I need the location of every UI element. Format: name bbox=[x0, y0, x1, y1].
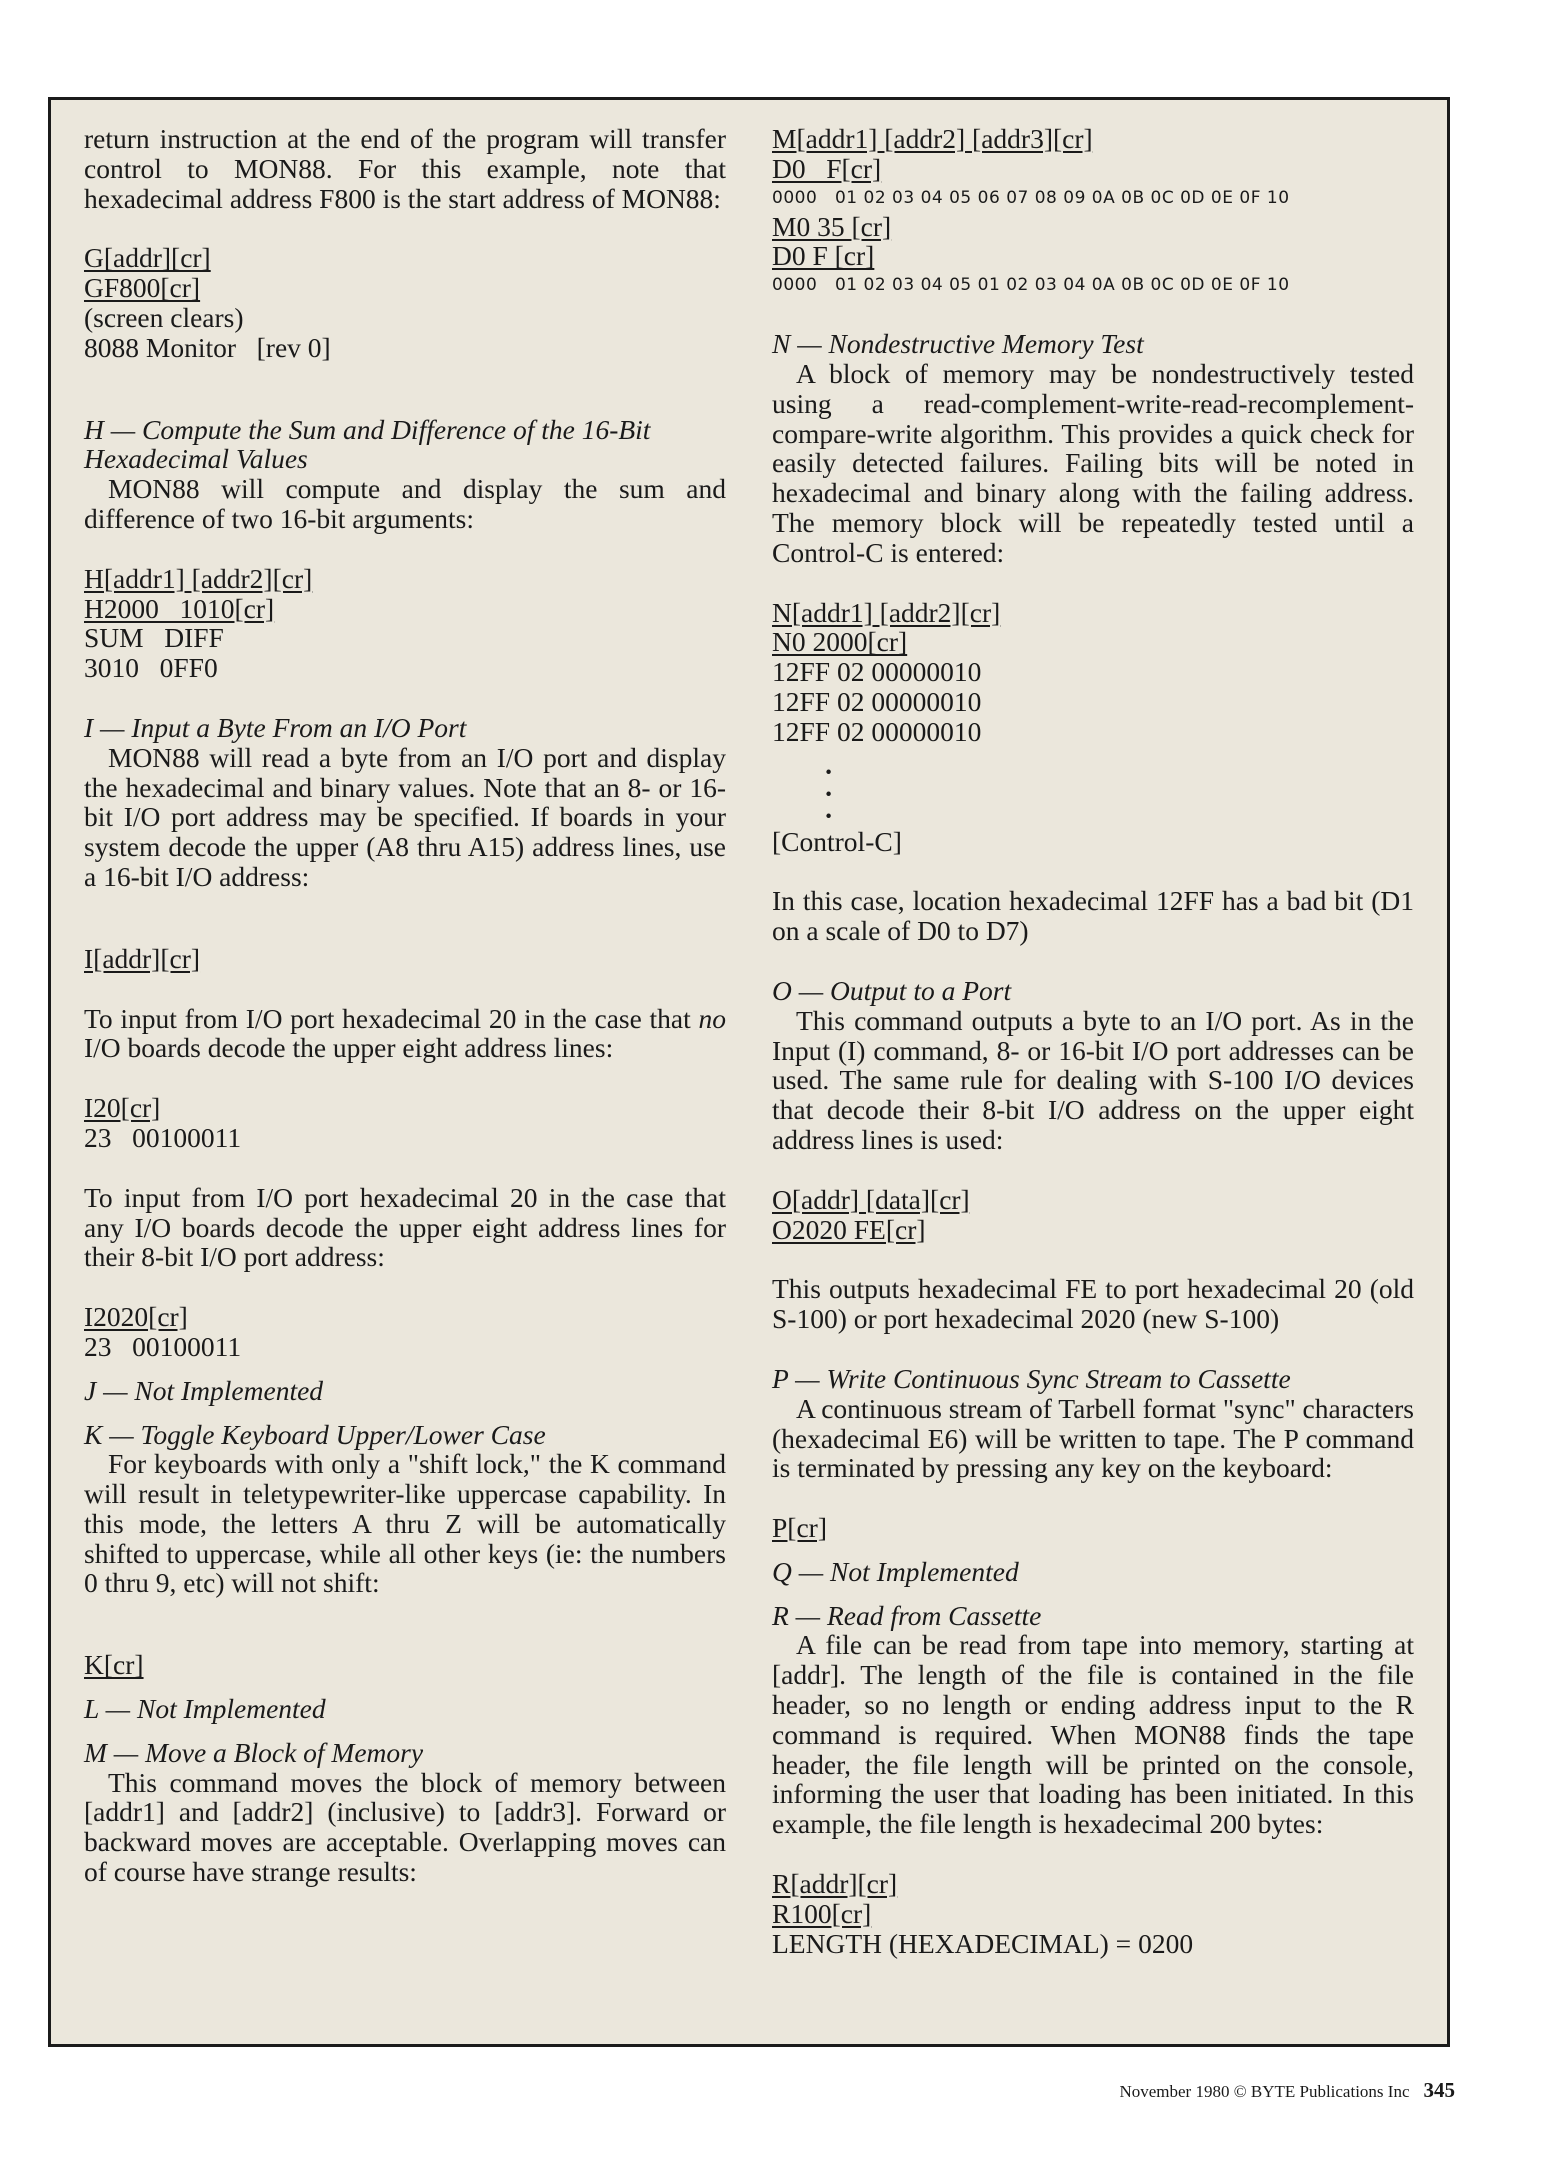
g-output-1: (screen clears) bbox=[84, 301, 244, 333]
r-body: A file can be read from tape into memory, starting at [addr]. The length of the file is contained in the file header, so no length or ending address input to the R command is required. When MON88 finds the tape header, the file length will be printed on the console, informing the user that loading has been initiated. In this example, the file length is hexadecimal 200 bytes: bbox=[772, 1629, 1414, 1840]
h-syntax: H[addr1] [addr2][cr] bbox=[84, 562, 313, 594]
m-move-cmd: M0 35 [cr] bbox=[772, 210, 892, 242]
o-heading: O — Output to a Port bbox=[772, 974, 1012, 1006]
m-syntax: M[addr1] [addr2] [addr3][cr] bbox=[772, 123, 1093, 154]
m-dump-cmd-2: D0 F [cr] bbox=[772, 240, 875, 272]
m-heading: M — Move a Block of Memory bbox=[84, 1736, 424, 1768]
i-heading: I — Input a Byte From an I/O Port bbox=[84, 711, 467, 743]
m-dump-cmd-1: D0 F[cr] bbox=[772, 152, 882, 184]
h-output-1: SUM DIFF bbox=[84, 622, 224, 654]
ellipsis-dots: · · · bbox=[824, 755, 834, 831]
m-dump-output-1: 0000 01 02 03 04 05 06 07 08 09 0A 0B 0C 0D 0E 0F 10 bbox=[772, 187, 1290, 208]
page-number: 345 bbox=[1423, 2078, 1455, 2102]
footer-credit: November 1980 © BYTE Publications Inc bbox=[1119, 2082, 1410, 2101]
h-output-2: 3010 0FF0 bbox=[84, 652, 218, 684]
p-body: A continuous stream of Tarbell format "sync" characters (hexadecimal E6) will be written to tape. The P command is terminated by pressing any key on the keyboard: bbox=[772, 1392, 1414, 1484]
r-syntax: R[addr][cr] bbox=[772, 1868, 898, 1900]
intro-paragraph: return instruction at the end of the program will transfer control to MON88. For this example, note that hexadecimal address F800 is the start address of MON88: bbox=[84, 123, 726, 214]
g-example: GF800[cr] bbox=[84, 272, 201, 304]
j-heading: J — Not Implemented bbox=[84, 1374, 324, 1406]
k-syntax: K[cr] bbox=[84, 1649, 144, 1681]
i-text-1: To input from I/O port hexadecimal 20 in the case that no I/O boards decode the upper eight address lines: bbox=[84, 1002, 726, 1064]
i-body: MON88 will read a byte from an I/O port and display the hexadecimal and binary values. Note that an 8- or 16-bit I/O port address may be specified. If boards in your system decode the upper (A8 thru A15) address lines, use a 16-bit I/O address: bbox=[84, 741, 726, 892]
h-heading: H — Compute the Sum and Difference of the 16-Bit Hexadecimal Values bbox=[84, 413, 651, 475]
page-footer bbox=[1085, 2078, 1455, 2103]
n-heading: N — Nondestructive Memory Test bbox=[772, 328, 1144, 360]
q-heading: Q — Not Implemented bbox=[772, 1555, 1019, 1587]
i-text-2: To input from I/O port hexadecimal 20 in the case that any I/O boards decode the upper eight address lines for their 8-bit I/O port address: bbox=[84, 1181, 726, 1273]
n-example: N0 2000[cr] bbox=[772, 626, 908, 658]
p-heading: P — Write Continuous Sync Stream to Cassette bbox=[772, 1362, 1291, 1394]
left-column bbox=[84, 124, 726, 1887]
n-output-1: 12FF 02 00000010 bbox=[772, 656, 982, 688]
article-frame bbox=[48, 97, 1450, 2047]
h-example: H2000 1010[cr] bbox=[84, 592, 275, 624]
k-body: For keyboards with only a "shift lock," the K command will result in teletypewriter-like uppercase capability. In this mode, the letters A thru Z will be automatically shifted to uppercase, while all other keys (ie: the numbers 0 thru 9, etc) will not shift: bbox=[84, 1448, 726, 1599]
n-note: In this case, location hexadecimal 12FF has a bad bit (D1 on a scale of D0 to D7) bbox=[772, 885, 1414, 947]
n-body: A block of memory may be nondestructively tested using a read-complement-write-read-recomplement-compare-write algorithm. This provides a quick check for easily detected failures. Failing bits will be noted in hexadecimal and binary along with the failing address. The memory block will be repeatedly tested until a Control-C is entered: bbox=[772, 357, 1414, 568]
m-dump-output-2: 0000 01 02 03 04 05 01 02 03 04 0A 0B 0C 0D 0E 0F 10 bbox=[772, 275, 1290, 296]
n-output-3: 12FF 02 00000010 bbox=[772, 715, 982, 747]
r-output: LENGTH (HEXADECIMAL) = 0200 bbox=[772, 1927, 1194, 1959]
g-syntax: G[addr][cr] bbox=[84, 242, 211, 274]
o-note: This outputs hexadecimal FE to port hexadecimal 20 (old S-100) or port hexadecimal 2020 (new S-100) bbox=[772, 1273, 1414, 1335]
i-output-1: 23 00100011 bbox=[84, 1121, 242, 1153]
i-example-1: I20[cr] bbox=[84, 1092, 161, 1124]
g-output-2: 8088 Monitor [rev 0] bbox=[84, 331, 331, 363]
i-example-2: I2020[cr] bbox=[84, 1301, 188, 1333]
m-body: This command moves the block of memory between [addr1] and [addr2] (inclusive) to [addr3]. Forward or backward moves are acceptable. Overlapping moves can of course have strange results: bbox=[84, 1766, 726, 1888]
r-heading: R — Read from Cassette bbox=[772, 1599, 1042, 1631]
i-output-2: 23 00100011 bbox=[84, 1330, 242, 1362]
o-example: O2020 FE[cr] bbox=[772, 1213, 926, 1245]
right-column bbox=[772, 124, 1414, 1958]
r-example: R100[cr] bbox=[772, 1897, 872, 1929]
h-body: MON88 will compute and display the sum and difference of two 16-bit arguments: bbox=[84, 473, 726, 534]
l-heading: L — Not Implemented bbox=[84, 1693, 326, 1725]
i-syntax: I[addr][cr] bbox=[84, 942, 201, 974]
n-syntax: N[addr1] [addr2][cr] bbox=[772, 596, 1001, 628]
n-control-c: [Control-C] bbox=[772, 825, 902, 857]
o-body: This command outputs a byte to an I/O port. As in the Input (I) command, 8- or 16-bit I/O port addresses can be used. The same rule for dealing with S-100 I/O devices that decode their 8-bit I/O address on the upper eight address lines is used: bbox=[772, 1004, 1414, 1155]
p-syntax: P[cr] bbox=[772, 1512, 827, 1544]
k-heading: K — Toggle Keyboard Upper/Lower Case bbox=[84, 1418, 546, 1450]
o-syntax: O[addr] [data][cr] bbox=[772, 1183, 970, 1215]
n-output-2: 12FF 02 00000010 bbox=[772, 685, 982, 717]
